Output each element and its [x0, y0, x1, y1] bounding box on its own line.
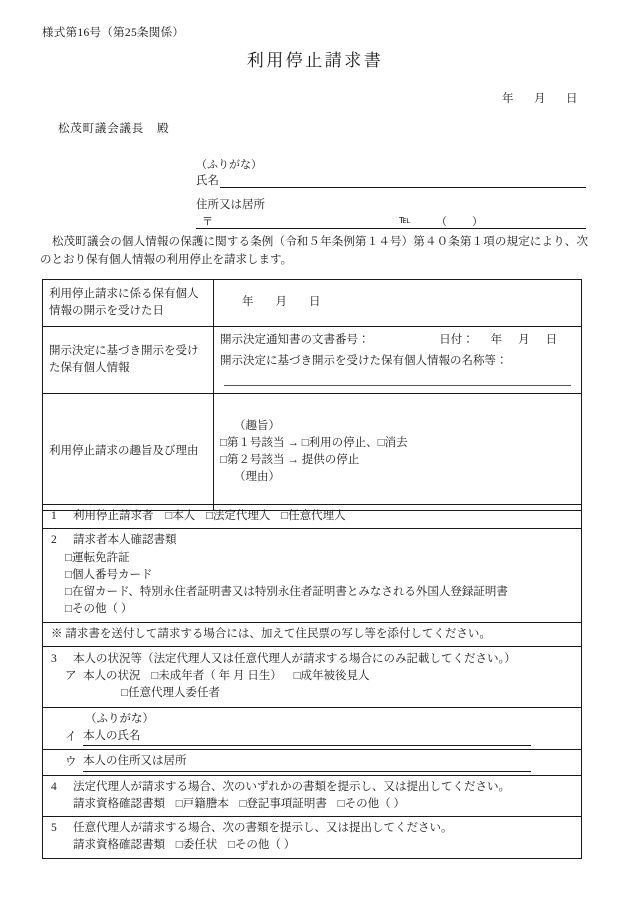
voluntary-doc-option-other[interactable]: □その他（ ）	[227, 839, 296, 852]
name-input-rule[interactable]	[220, 174, 586, 188]
section-5	[43, 817, 582, 859]
disclosed-info-name-label: 開示決定に基づき開示を受けた保有個人情報の名称等：	[220, 355, 508, 367]
disclosure-table	[42, 279, 582, 511]
purpose-item-1-checkbox-label[interactable]: □第１号該当 →	[220, 436, 299, 449]
row-label-disclosed-info: 開示決定に基づき開示を受けた保有個人情報	[43, 327, 214, 394]
section-3-item-a-label: 本人の状況	[83, 670, 141, 683]
decision-date-year: 年	[490, 333, 503, 346]
section-5-number: 5	[51, 822, 57, 834]
row-value-disclosure-date[interactable]	[214, 280, 582, 327]
date-day-label: 日	[566, 93, 578, 105]
purpose-item-2-option-1: 提供の停止	[301, 454, 360, 466]
page-title: 利用停止請求書	[246, 51, 384, 70]
section-5-doc-label: 請求資格確認書類	[73, 839, 165, 852]
section-3-person-address	[43, 750, 582, 775]
address-input-rule[interactable]	[196, 212, 586, 229]
statutory-doc-option-family-register[interactable]: □戸籍謄本	[175, 797, 229, 810]
person-address-input[interactable]	[83, 753, 531, 771]
addressee	[58, 120, 169, 136]
requester-table	[42, 504, 582, 859]
row-value-disclosed-info[interactable]	[214, 327, 582, 394]
table-row	[43, 775, 582, 817]
table-row	[43, 750, 582, 775]
section-3-item-a-marker: ア	[65, 670, 77, 683]
row-label-purpose-reason: 利用停止請求の趣旨及び理由	[43, 394, 214, 511]
requester-option-self[interactable]: □本人	[165, 510, 196, 522]
section-2-label: 請求者本人確認書類	[73, 534, 177, 547]
table-row	[43, 394, 582, 511]
requester-option-voluntary-agent[interactable]: □任意代理人	[281, 510, 346, 522]
statutory-doc-option-other[interactable]: □その他（ ）	[337, 797, 405, 810]
table-row	[43, 622, 582, 646]
requester-option-statutory-agent[interactable]: □法定代理人	[205, 510, 271, 522]
person-name-input[interactable]	[83, 728, 531, 746]
address-label: 住所又は居所	[196, 199, 265, 211]
table-row	[43, 327, 582, 394]
disclosed-info-write-rule[interactable]	[224, 384, 571, 386]
section-5-label: 任意代理人が請求する場合、次の書類を提示し、又は提出してください。	[73, 822, 453, 834]
decision-doc-number-label: 開示決定通知書の文書番号：	[220, 333, 370, 346]
voluntary-doc-option-power-of-attorney[interactable]: □委任状	[175, 839, 218, 852]
section-4	[43, 775, 582, 817]
telephone-paren: （ ）	[436, 216, 490, 228]
table-row	[43, 646, 582, 707]
row-label-disclosure-date: 利用停止請求に係る保有個人情報の開示を受けた日	[43, 280, 214, 327]
id-doc-option-my-number-card[interactable]: □個人番号カード	[65, 568, 153, 581]
purpose-item-2[interactable]	[220, 452, 575, 469]
table-row	[43, 280, 582, 327]
purpose-item-1[interactable]	[220, 435, 575, 452]
section-3-item-u-label: 本人の住所又は居所	[83, 755, 187, 768]
form-number: 様式第16号（第25条関係）	[42, 27, 185, 39]
status-option-adult-ward[interactable]: □成年被後見人	[293, 670, 370, 683]
row-value-purpose-reason[interactable]	[214, 394, 582, 511]
section-3-item-i-marker: イ	[65, 731, 77, 743]
section-3-furigana-label: （ふりがな）	[85, 712, 154, 725]
section-2-note: ※ 請求書を送付して請求する場合には、加えて住民票の写し等を添付してください。	[51, 627, 491, 640]
postal-code-icon: 〒	[202, 216, 213, 228]
id-doc-option-other[interactable]: □その他（ ）	[65, 603, 133, 616]
decision-date-label: 日付：	[439, 333, 474, 346]
section-2-number: 2	[51, 534, 57, 547]
section-3-item-i-label: 本人の氏名	[83, 730, 141, 742]
table-row	[43, 505, 582, 529]
addressee-name: 松茂町議会議長	[58, 123, 145, 135]
date-year-label: 年	[502, 93, 514, 105]
statutory-doc-option-registry-certificate[interactable]: □登記事項証明書	[239, 797, 327, 810]
decision-date-day: 日	[545, 333, 558, 346]
reason-heading: （理由）	[234, 471, 280, 484]
section-4-doc-label: 請求資格確認書類	[73, 797, 165, 810]
section-3-number: 3	[51, 652, 57, 665]
purpose-item-1-option-2[interactable]: □消去	[377, 436, 408, 449]
table-row	[43, 529, 582, 622]
disclosure-date-day: 日	[309, 296, 321, 309]
addressee-honorific: 殿	[157, 123, 170, 135]
disclosure-date-month: 月	[275, 296, 287, 309]
decision-date-month: 月	[518, 333, 530, 346]
intro-paragraph: 松茂町議会の個人情報の保護に関する条例（令和５年条例第１４号）第４０条第１項の規定により、次のとおり保有個人情報の利用停止を請求します。	[40, 236, 588, 266]
section-1-label: 利用停止請求者	[73, 510, 154, 522]
section-3-item-u-marker: ウ	[65, 756, 77, 769]
section-2-note-row	[43, 622, 582, 646]
status-option-minor[interactable]: □未成年者（ 年 月 日生）	[151, 670, 282, 683]
table-row	[43, 707, 582, 750]
purpose-heading: （趣旨）	[234, 419, 280, 432]
name-field-row	[196, 172, 586, 188]
section-4-label: 法定代理人が請求する場合、次のいずれかの書類を提示し、又は提出してください。	[73, 780, 510, 793]
furigana-label: （ふりがな）	[196, 159, 262, 171]
section-1-number: 1	[51, 510, 57, 522]
section-3-label: 本人の状況等（法定代理人又は任意代理人が請求する場合にのみ記載してください。）	[73, 652, 516, 665]
id-doc-option-residence-card[interactable]: □在留カード、特別永住者証明書又は特別永住者証明書とみなされる外国人登録証明書	[65, 586, 508, 598]
section-4-number: 4	[51, 780, 57, 793]
section-3-person-details	[43, 707, 582, 750]
date-line	[502, 90, 578, 106]
disclosure-date-year: 年	[242, 296, 254, 309]
section-1	[43, 505, 582, 529]
purpose-item-1-option-1[interactable]: □利用の停止、	[301, 436, 378, 449]
purpose-item-2-checkbox-label[interactable]: □第２号該当 →	[220, 454, 299, 466]
section-3	[43, 646, 582, 707]
table-row	[43, 817, 582, 859]
name-label: 氏名	[196, 175, 219, 187]
status-option-voluntary-agent-principal[interactable]: □任意代理人委任者	[121, 687, 220, 700]
id-doc-option-drivers-license[interactable]: □運転免許証	[65, 551, 130, 564]
date-month-label: 月	[534, 93, 546, 105]
telephone-icon: ℡	[399, 214, 411, 226]
section-2	[43, 529, 582, 622]
